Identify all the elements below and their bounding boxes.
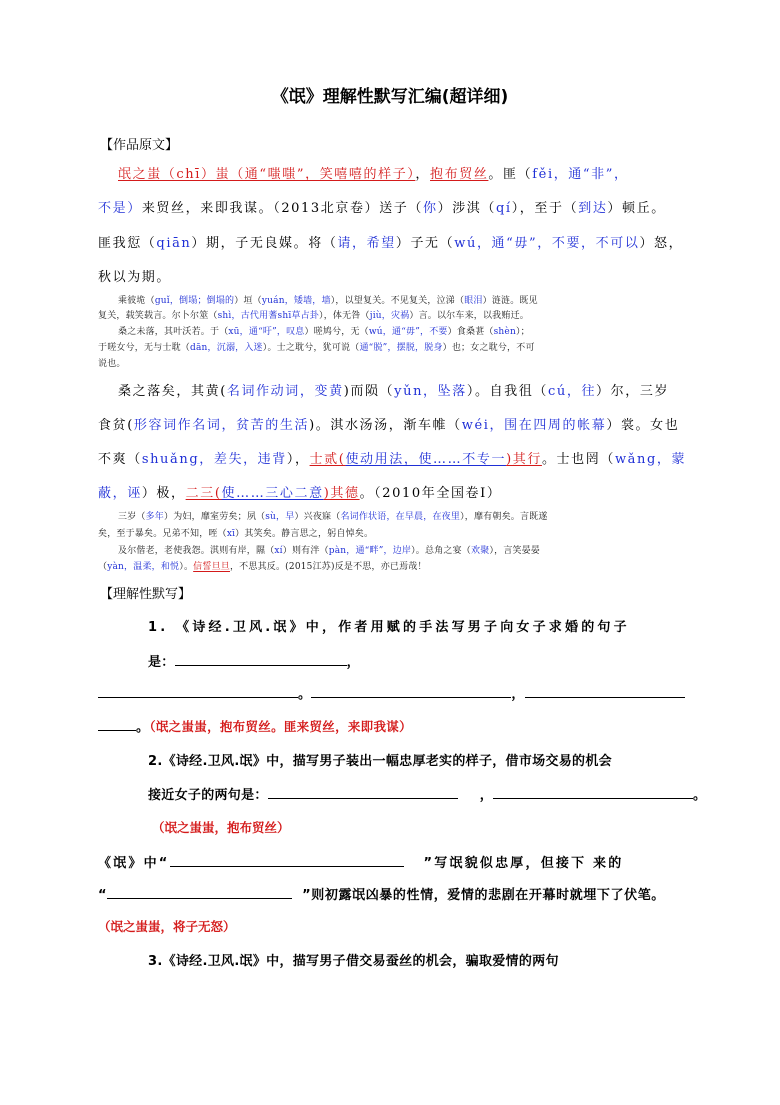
original-line-8: 蔽，诬）极，二三(使……三心二意)其德。（2010年全国卷Ⅰ） [98,486,502,501]
stanza-line: 三岁（多年）为妇，靡室劳矣；夙（sù，早）兴夜寐（名词作状语，在早晨，在夜里），靡有朝矣。言既遂 [118,512,548,522]
question-2: 2.《诗经.卫风.氓》中，描写男子装出一幅忠厚老实的样子，借市场交易的机会 [148,754,612,769]
question-1: 1. 《诗经.卫风.氓》中，作者用赋的手法写男子向女子求婚的句子 [148,620,630,635]
answer-blank[interactable] [268,786,458,799]
question-2-follow-2: “ ”则初露氓凶暴的性情，爱情的悲剧在开幕时就埋下了伏笔。 [98,888,665,903]
highlight-phrase: 抱布贸丝 [430,167,489,182]
stanza-line: 乘彼垝（guǐ，倒塌；倒塌的）垣（yuán，矮墙，墙），以望复关。不见复关，泣涕（眼泪）涟涟。既见 [118,296,538,306]
stanza-line: 于嗟女兮，无与士耽（dān，沉溺，入迷）。士之耽兮，犹可说（通“脱”，摆脱，脱身）也；女之耽兮，不可 [98,343,535,353]
annotation: qí [496,201,512,216]
answer-text: （氓之蚩蚩，抱布贸丝） [152,820,290,835]
annotation: fěi，通“非”， [532,167,629,182]
original-line-6: 食贫(形容词作名词，贫苦的生活)。淇水汤汤，渐车帷（wéi，围在四周的帐幕）裳。女也 [98,418,680,433]
annotation: wú，通“毋”，不要，不可以 [454,236,640,251]
stanza-line: 说也。 [98,359,126,369]
section-heading-dictation: 【理解性默写】 [100,587,192,602]
stanza-line: （yàn，温柔，和悦）。信誓旦旦，不思其反。(2015江苏)反是不思，亦已焉哉！ [98,562,427,572]
page-title: 《氓》理解性默写汇编(超详细) [271,87,509,107]
question-1-line2: 是： ， [148,655,360,670]
annotation: 到达 [578,201,608,216]
answer-blank[interactable] [98,685,298,698]
annotation: 请，希望 [337,236,396,251]
stanza-line: 及尔偕老，老使我怨。淇则有岸，隰（xí）则有泮（pàn，通“畔”，边岸）。总角之宴（欢聚），言笑晏晏 [118,546,541,556]
question-3: 3.《诗经.卫风.氓》中，描写男子借交易蚕丝的机会，骗取爱情的两句 [148,954,559,969]
answer-blank[interactable] [98,718,136,731]
original-line-5: 桑之落矣，其黄(名词作动词，变黄)而陨（yǔn，坠落）。自我徂（cú，往）尔，三岁 [118,384,670,399]
answer-text: （氓之蚩蚩，抱布贸丝。匪来贸丝，来即我谋） [149,719,412,734]
answer-text: （氓之蚩蚩，将子无怒） [98,919,236,934]
original-line-4: 秋以为期。 [98,270,172,285]
answer-blank[interactable] [170,854,404,867]
stanza-line: 矣，至于暴矣。兄弟不知，咥（xī）其笑矣。静言思之，躬自悼矣。 [98,529,374,539]
highlight-phrase: 氓之蚩（chī）蚩（通“嗤嗤”，笑嘻嘻的样子） [118,167,416,182]
question-2-line2: 接近女子的两句是： ， 。 [148,788,707,803]
stanza-line: 复关，载笑载言。尔卜尔筮（shì，古代用蓍shī草占卦），体无咎（jiù，灾祸）言。以尔车来，以我贿迁。 [98,311,529,321]
annotation: 你 [423,201,438,216]
answer-blank[interactable] [525,685,685,698]
stanza-line: 桑之未落，其叶沃若。于（xū，通“吁”，叹息）嗟鸠兮，无（wú，通“毋”，不要）食桑葚（shèn）； [118,327,530,337]
question-2-follow-1: 《氓》中“ ”写氓貌似忠厚，但接下 来的 [98,856,624,871]
annotation: qiān [156,236,192,251]
original-line-2: 不是）来贸丝，来即我谋。（2013北京卷）送子（你）涉淇（qí），至于（到达）顿丘。 [98,201,666,216]
section-heading-original: 【作品原文】 [100,138,179,153]
answer-blank[interactable] [493,786,693,799]
original-line-3: 匪我愆（qiān）期，子无良媒。将（请，希望）子无（wú，通“毋”，不要，不可以）怒， [98,236,684,251]
annotation: 不是） [98,201,142,216]
answer-blank[interactable] [107,886,292,899]
original-line-7: 不爽（shuǎng，差失，违背），士贰(使动用法，使……不专一)其行。士也罔（wǎng，蒙 [98,452,687,467]
answer-blank[interactable] [311,685,511,698]
question-1-line4: 。（氓之蚩蚩，抱布贸丝。匪来贸丝，来即我谋） [98,716,412,735]
question-1-line3: 。 ， [98,683,685,702]
original-line-1: 氓之蚩（chī）蚩（通“嗤嗤”，笑嘻嘻的样子），抱布贸丝。匪（fěi，通“非”， [118,167,629,182]
answer-blank[interactable] [175,653,347,666]
